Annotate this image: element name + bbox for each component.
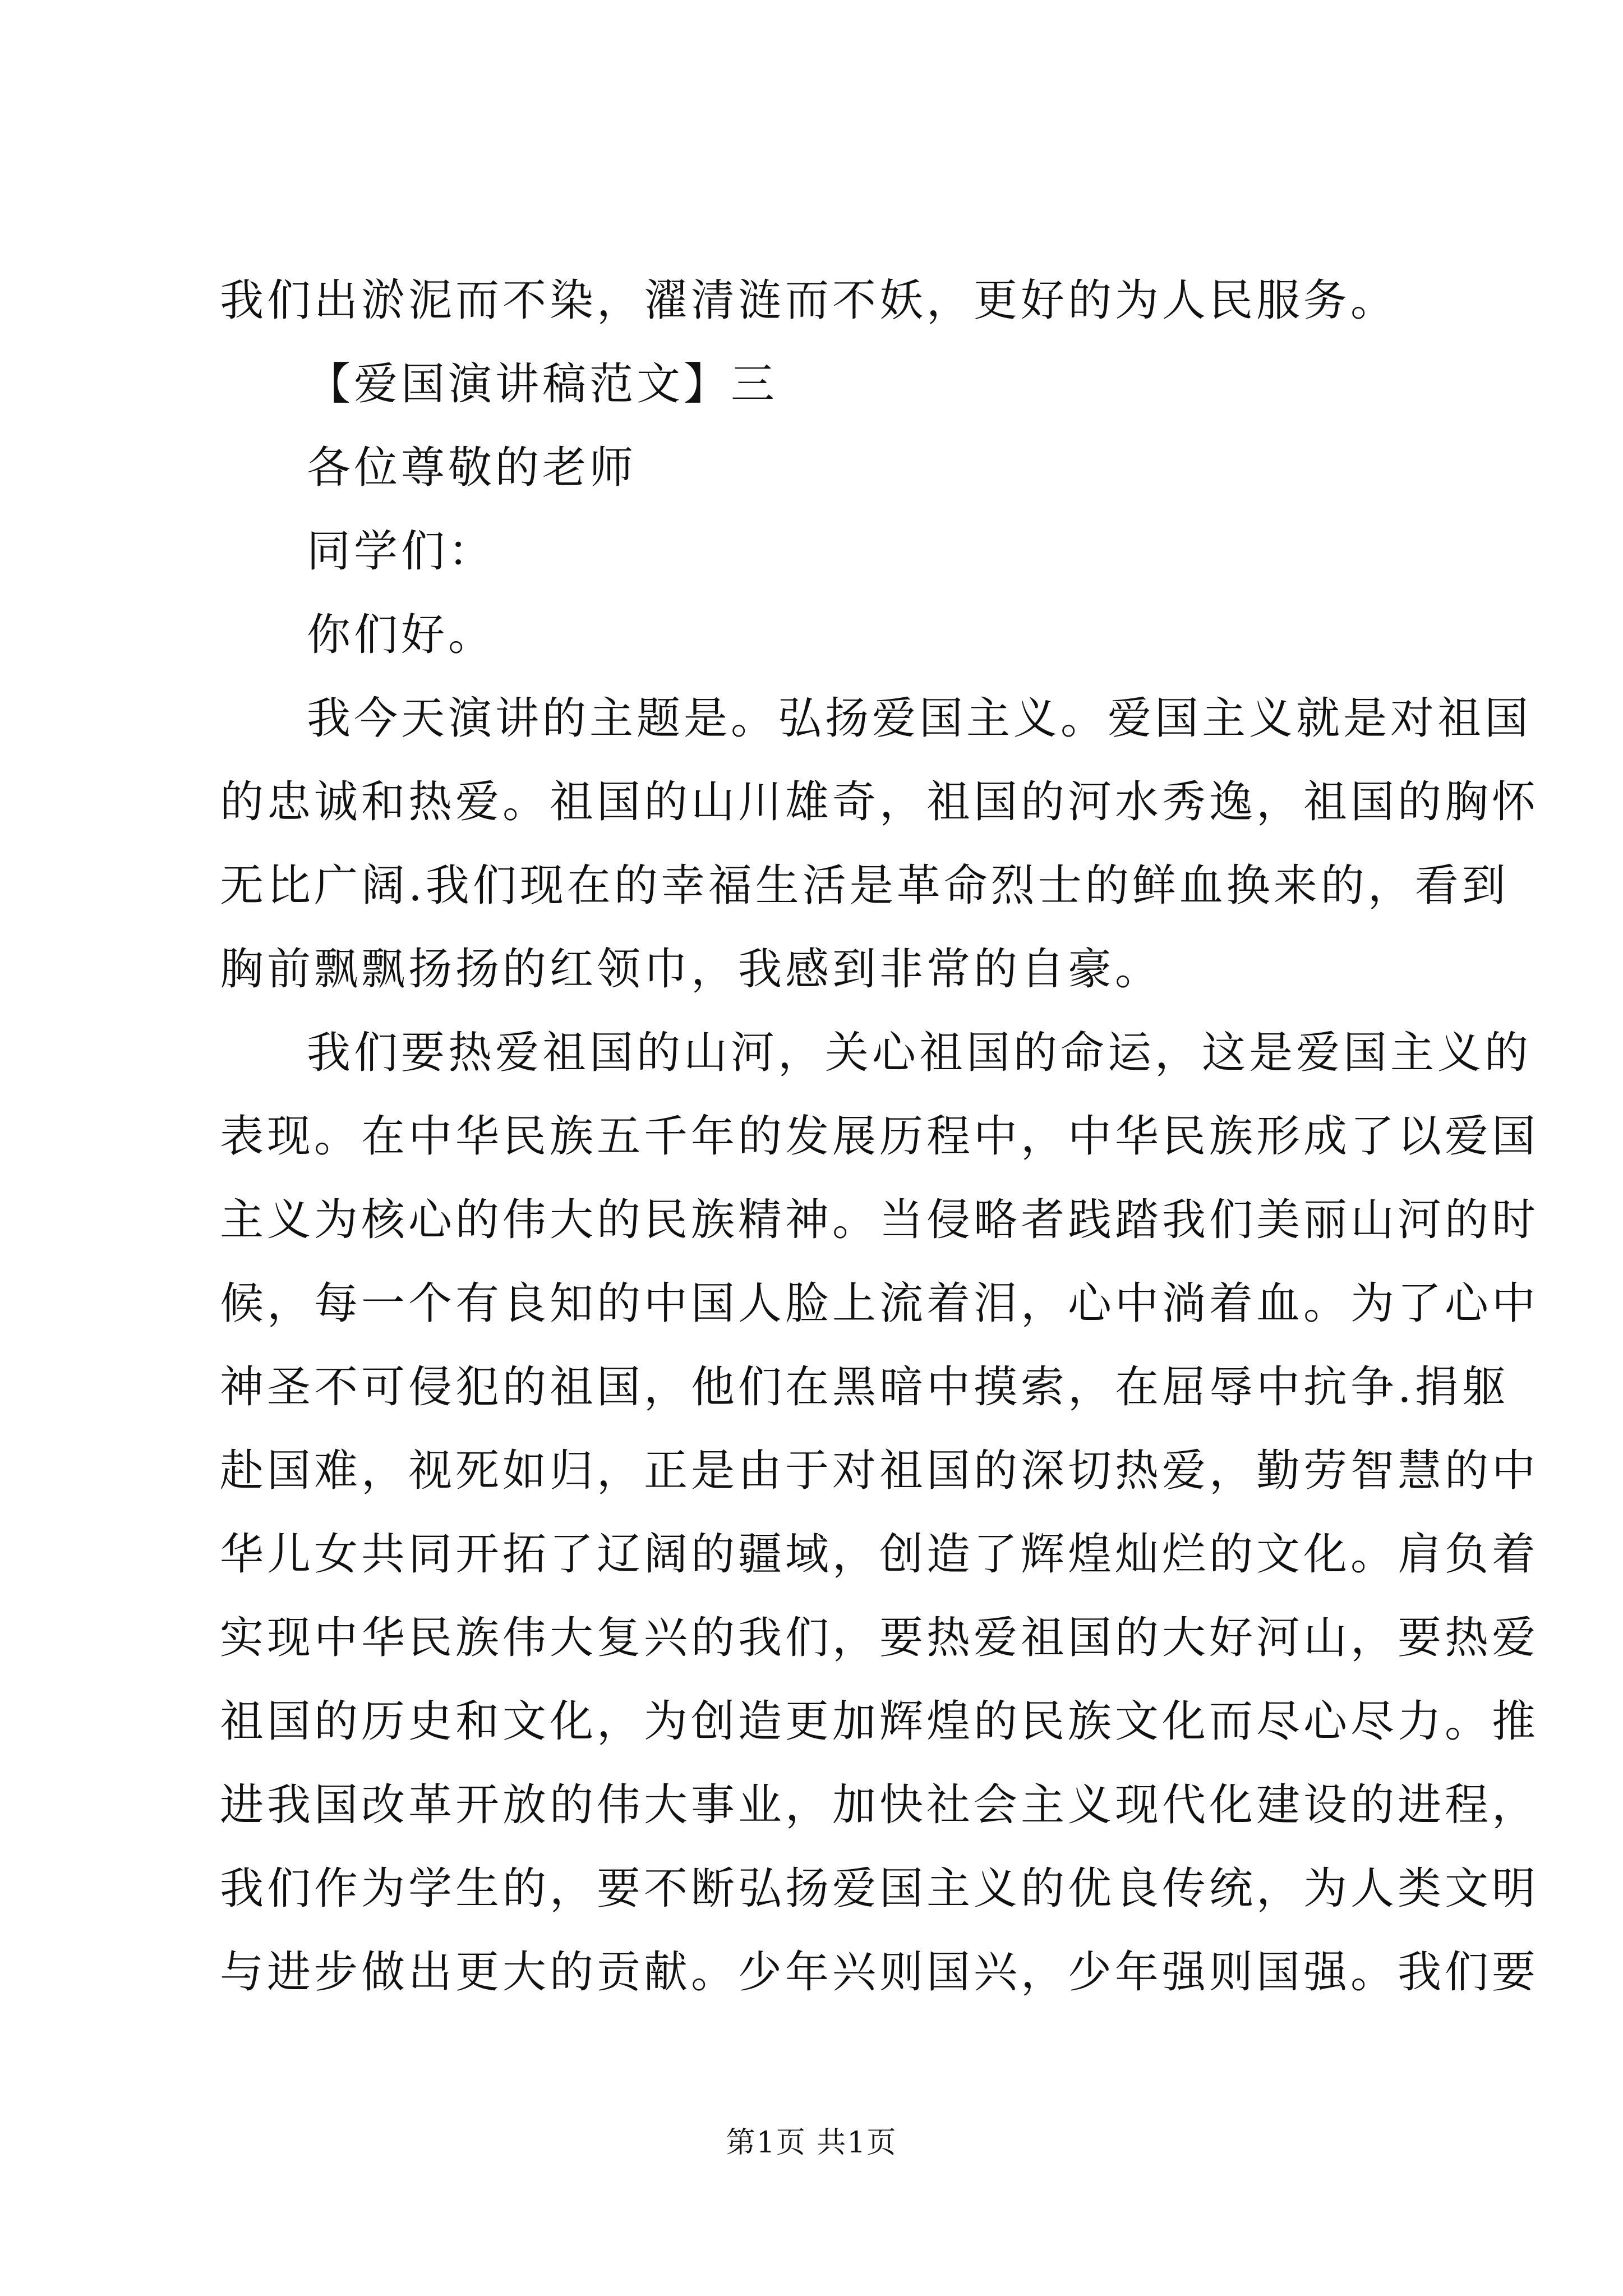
paragraph-line: 候，每一个有良知的中国人脸上流着泪，心中淌着血。为了心中: [220, 1278, 1539, 1329]
paragraph-line: 与进步做出更大的贡献。少年兴则国兴，少年强则国强。我们要: [220, 1947, 1539, 1998]
paragraph-line: 神圣不可侵犯的祖国，他们在黑暗中摸索，在屈辱中抗争.捐躯: [220, 1362, 1509, 1412]
paragraph-line: 我们要热爱祖国的山河，关心祖国的命运，这是爱国主义的: [307, 1028, 1532, 1078]
greeting: 你们好。: [307, 610, 496, 660]
paragraph-line: 实现中华民族伟大复兴的我们，要热爱祖国的大好河山，要热爱: [220, 1613, 1539, 1663]
document-body: [220, 259, 1539, 2014]
paragraph-line: 主义为核心的伟大的民族精神。当侵略者践踏我们美丽山河的时: [220, 1195, 1539, 1245]
salutation-students: 同学们：: [307, 526, 496, 577]
salutation-teachers: 各位尊敬的老师: [307, 443, 637, 493]
paragraph-line: 进我国改革开放的伟大事业，加快社会主义现代化建设的进程，: [220, 1780, 1539, 1830]
paragraph-line: 我们作为学生的，要不断弘扬爱国主义的优良传统，为人类文明: [220, 1864, 1539, 1914]
paragraph-2: [220, 1011, 1539, 2014]
paragraph-1: [220, 677, 1539, 1011]
paragraph-line: 胸前飘飘扬扬的红领巾，我感到非常的自豪。: [220, 944, 1163, 995]
section-heading: 【爱国演讲稿范文】三: [307, 359, 778, 409]
opening-line: 我们出淤泥而不染，濯清涟而不妖，更好的为人民服务。: [220, 275, 1398, 326]
paragraph-line: 我今天演讲的主题是。弘扬爱国主义。爱国主义就是对祖国: [307, 693, 1532, 744]
paragraph-line: 表现。在中华民族五千年的发展历程中，中华民族形成了以爱国: [220, 1111, 1539, 1162]
paragraph-line: 祖国的历史和文化，为创造更加辉煌的民族文化而尽心尽力。推: [220, 1696, 1539, 1747]
paragraph-line: 赴国难，视死如归，正是由于对祖国的深切热爱，勤劳智慧的中: [220, 1446, 1539, 1496]
paragraph-line: 无比广阔.我们现在的幸福生活是革命烈士的鲜血换来的，看到: [220, 861, 1509, 911]
page-footer: 第1页 共1页: [726, 2126, 897, 2160]
paragraph-line: 华儿女共同开拓了辽阔的疆域，创造了辉煌灿烂的文化。肩负着: [220, 1529, 1539, 1580]
paragraph-line: 的忠诚和热爱。祖国的山川雄奇，祖国的河水秀逸，祖国的胸怀: [220, 777, 1539, 827]
